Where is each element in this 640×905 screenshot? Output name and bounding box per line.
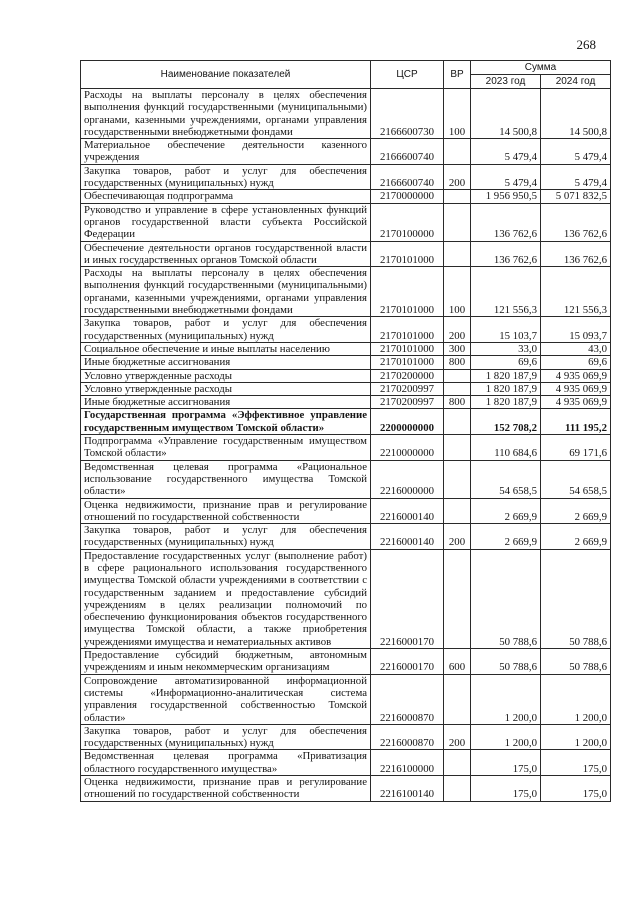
table-row [81,498,611,524]
amount-2024: 121 556,3 [541,267,611,317]
vr-code [444,460,471,498]
indicator-name: Руководство и управление в сфере установленных функций органов государственной власти субъекта Российской Федерации [81,203,371,241]
amount-2023: 2 669,9 [471,524,541,550]
amount-2023: 2 669,9 [471,498,541,524]
amount-2024: 175,0 [541,776,611,802]
csr-code: 2170101000 [371,317,444,343]
table-row [81,460,611,498]
vr-code: 800 [444,356,471,369]
csr-code: 2216100140 [371,776,444,802]
csr-code: 2166600730 [371,89,444,139]
amount-2024: 5 071 832,5 [541,190,611,203]
table-row [81,649,611,675]
amount-2023: 33,0 [471,342,541,355]
amount-2024: 4 935 069,9 [541,369,611,382]
amount-2024: 54 658,5 [541,460,611,498]
table-row [81,342,611,355]
vr-code [444,241,471,267]
table-row [81,356,611,369]
amount-2024: 69,6 [541,356,611,369]
csr-code: 2170200997 [371,396,444,409]
table-row-program [81,409,611,435]
indicator-name: Предоставление субсидий бюджетным, автономным учреждениям и иным некоммерческим организациям [81,649,371,675]
table-row [81,382,611,395]
csr-code: 2216000140 [371,498,444,524]
vr-code: 200 [444,317,471,343]
amount-2024: 50 788,6 [541,649,611,675]
indicator-name: Иные бюджетные ассигнования [81,356,371,369]
header-row [81,61,611,75]
table-row [81,317,611,343]
amount-2024: 111 195,2 [541,409,611,435]
table-row [81,241,611,267]
csr-code: 2216000870 [371,674,444,724]
csr-code: 2170101000 [371,356,444,369]
amount-2023: 50 788,6 [471,649,541,675]
indicator-name: Обеспечение деятельности органов государственной власти и иных государственных органов Томской области [81,241,371,267]
amount-2023: 175,0 [471,776,541,802]
budget-table [80,60,611,802]
amount-2023: 152 708,2 [471,409,541,435]
amount-2024: 15 093,7 [541,317,611,343]
vr-code [444,203,471,241]
csr-code: 2216000000 [371,460,444,498]
amount-2023: 110 684,6 [471,435,541,461]
table-row [81,190,611,203]
amount-2023: 136 762,6 [471,203,541,241]
amount-2023: 5 479,4 [471,164,541,190]
csr-code: 2216000170 [371,649,444,675]
amount-2023: 1 820 187,9 [471,369,541,382]
table-row [81,89,611,139]
indicator-name: Ведомственная целевая программа «Приватизация областного государственного имущества» [81,750,371,776]
table-row [81,267,611,317]
vr-code [444,382,471,395]
indicator-name: Закупка товаров, работ и услуг для обеспечения государственных (муниципальных) нужд [81,317,371,343]
amount-2023: 1 200,0 [471,674,541,724]
vr-code [444,776,471,802]
csr-code: 2170200997 [371,382,444,395]
amount-2023: 1 956 950,5 [471,190,541,203]
amount-2024: 175,0 [541,750,611,776]
amount-2024: 1 200,0 [541,724,611,750]
amount-2023: 1 200,0 [471,724,541,750]
csr-code: 2216000140 [371,524,444,550]
header-sum: Сумма [471,61,611,75]
header-year-2023: 2023 год [471,75,541,89]
vr-code [444,409,471,435]
vr-code [444,750,471,776]
indicator-name: Оценка недвижимости, признание прав и регулирование отношений по государственной собственности [81,776,371,802]
csr-code: 2170100000 [371,203,444,241]
indicator-name: Расходы на выплаты персоналу в целях обеспечения выполнения функций государственными (муниципальными) органами, казенными учреждениями, органами управления государственными внебюджетными фондами [81,89,371,139]
amount-2024: 50 788,6 [541,549,611,648]
table-body [81,89,611,802]
vr-code [444,435,471,461]
csr-code: 2216000870 [371,724,444,750]
csr-code: 2166600740 [371,139,444,165]
amount-2024: 2 669,9 [541,524,611,550]
header-year-2024: 2024 год [541,75,611,89]
csr-code: 2170200000 [371,369,444,382]
table-row [81,164,611,190]
amount-2023: 1 820 187,9 [471,382,541,395]
amount-2023: 175,0 [471,750,541,776]
table-row [81,674,611,724]
table-row [81,203,611,241]
vr-code [444,498,471,524]
csr-code: 2216000170 [371,549,444,648]
table-row [81,724,611,750]
vr-code [444,369,471,382]
amount-2023: 15 103,7 [471,317,541,343]
indicator-name: Закупка товаров, работ и услуг для обеспечения государственных (муниципальных) нужд [81,164,371,190]
indicator-name: Ведомственная целевая программа «Рациональное использование государственного имущества Томской области» [81,460,371,498]
vr-code: 300 [444,342,471,355]
header-vr: ВР [444,61,471,89]
amount-2023: 136 762,6 [471,241,541,267]
indicator-name: Условно утвержденные расходы [81,382,371,395]
indicator-name: Оценка недвижимости, признание прав и регулирование отношений по государственной собственности [81,498,371,524]
amount-2023: 69,6 [471,356,541,369]
amount-2024: 5 479,4 [541,139,611,165]
table-row [81,549,611,648]
indicator-name: Материальное обеспечение деятельности казенного учреждения [81,139,371,165]
amount-2024: 5 479,4 [541,164,611,190]
amount-2023: 121 556,3 [471,267,541,317]
vr-code: 200 [444,524,471,550]
vr-code: 100 [444,89,471,139]
csr-code: 2210000000 [371,435,444,461]
csr-code: 2170101000 [371,267,444,317]
page-number: 268 [576,37,596,52]
header-csr: ЦСР [371,61,444,89]
table-row [81,776,611,802]
amount-2023: 5 479,4 [471,139,541,165]
table-row [81,524,611,550]
amount-2024: 136 762,6 [541,241,611,267]
amount-2024: 2 669,9 [541,498,611,524]
indicator-name: Подпрограмма «Управление государственным имуществом Томской области» [81,435,371,461]
amount-2024: 4 935 069,9 [541,382,611,395]
amount-2024: 4 935 069,9 [541,396,611,409]
header-indicator-name: Наименование показателей [81,61,371,89]
vr-code [444,139,471,165]
vr-code [444,549,471,648]
indicator-name: Условно утвержденные расходы [81,369,371,382]
amount-2023: 1 820 187,9 [471,396,541,409]
amount-2023: 50 788,6 [471,549,541,648]
vr-code: 200 [444,164,471,190]
indicator-name: Иные бюджетные ассигнования [81,396,371,409]
vr-code [444,674,471,724]
table-row [81,435,611,461]
table-row [81,139,611,165]
vr-code: 600 [444,649,471,675]
csr-code: 2200000000 [371,409,444,435]
indicator-name: Сопровождение автоматизированной информационной системы «Информационно-аналитическая система управления государственной собственностью Томской области» [81,674,371,724]
indicator-name: Государственная программа «Эффективное управление государственным имуществом Томской области» [81,409,371,435]
csr-code: 2170000000 [371,190,444,203]
amount-2023: 14 500,8 [471,89,541,139]
amount-2023: 54 658,5 [471,460,541,498]
amount-2024: 69 171,6 [541,435,611,461]
table-row [81,750,611,776]
amount-2024: 1 200,0 [541,674,611,724]
table-row [81,396,611,409]
vr-code: 200 [444,724,471,750]
indicator-name: Предоставление государственных услуг (выполнение работ) в сфере рационального использования государственного имущества Томской области учреждениями в соответствии с государственным заданием и предоставление субсидий учреждениям в целях реализации полномочий по обеспечению функционирования объектов государственного имущества Томской области, а также приобретения учреждениями имущества и нематериальных активов [81,549,371,648]
vr-code: 800 [444,396,471,409]
vr-code [444,190,471,203]
indicator-name: Обеспечивающая подпрограмма [81,190,371,203]
vr-code: 100 [444,267,471,317]
indicator-name: Закупка товаров, работ и услуг для обеспечения государственных (муниципальных) нужд [81,524,371,550]
amount-2024: 136 762,6 [541,203,611,241]
amount-2024: 14 500,8 [541,89,611,139]
csr-code: 2166600740 [371,164,444,190]
amount-2024: 43,0 [541,342,611,355]
table-header [81,61,611,89]
csr-code: 2170101000 [371,241,444,267]
indicator-name: Расходы на выплаты персоналу в целях обеспечения выполнения функций государственными (муниципальными) органами, казенными учреждениями, органами управления государственными внебюджетными фондами [81,267,371,317]
table-row [81,369,611,382]
csr-code: 2170101000 [371,342,444,355]
indicator-name: Социальное обеспечение и иные выплаты населению [81,342,371,355]
csr-code: 2216100000 [371,750,444,776]
indicator-name: Закупка товаров, работ и услуг для обеспечения государственных (муниципальных) нужд [81,724,371,750]
